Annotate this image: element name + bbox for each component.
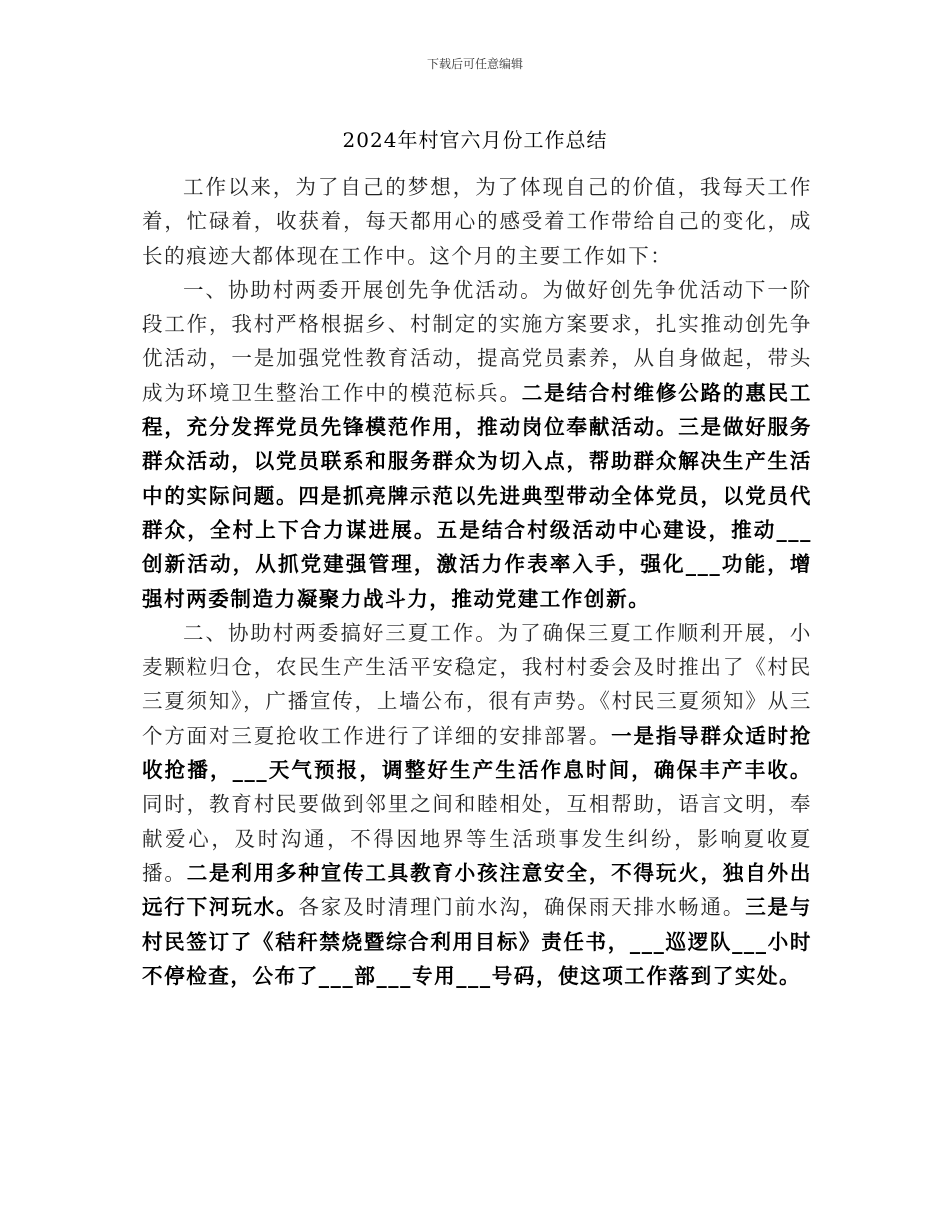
paragraph-bold-text: 三是与村民签订了《秸秆禁烧暨综合利用目标》责任书，___巡逻队___小时不停检查，公布了___部___专用___号码，使这项工作落到了实处。 [142,895,813,988]
document-title: 2024年村官六月份工作总结 [342,128,608,152]
paragraph-section-1 [142,273,812,616]
paragraph-text: 工作以来，为了自己的梦想，为了体现自己的价值，我每天工作着，忙碌着，收获着，每天都用心的感受着工作带给自己的变化，成长的痕迹大都体现在工作中。这个月的主要工作如下： [142,175,812,268]
document-body [142,170,812,993]
download-note: 下载后可任意编辑 [426,57,523,71]
paragraph-bold-text: 二是结合村维修公路的惠民工程，充分发挥党员先锋模范作用，推动岗位奉献活动。三是做好服务群众活动，以党员联系和服务群众为切入点，帮助群众解决生产生活中的实际问题。四是抓亮牌示范以先进典型带动全体党员，以党员代群众，全村上下合力谋进展。五是结合村级活动中心建设，推动___创新活动，从抓党建强管理，激活力作表率入手，强化___功能，增强村两委制造力凝聚力战斗力，推动党建工作创新。 [142,380,812,611]
paragraph-text: 同时，教育村民要做到邻里之间和睦相处，互相帮助，语言文明，奉献爱心，及时沟通，不得因地界等生活琐事发生纠纷，影响夏收夏播。 [142,792,812,885]
paragraph-bold-text: 一是指导群众适时抢收抢播，___天气预报，调整好生产生活作息时间，确保丰产丰收。 [142,723,812,783]
paragraph-text: 二、协助村两委搞好三夏工作。为了确保三夏工作顺利开展，小麦颗粒归仓，农民生产生活平安稳定，我村村委会及时推出了《村民三夏须知》，广播宣传，上墙公布，很有声势。《村民三夏须知》从三个方面对三夏抢收工作进行了详细的安排部署。 [142,620,812,748]
paragraph-bold-text: 二是利用多种宣传工具教育小孩注意安全，不得玩火，独自外出远行下河玩水。 [142,860,812,920]
paragraph-section-2 [142,616,812,993]
paragraph-text: 各家及时清理门前水沟，确保雨天排水畅通。 [298,895,746,920]
paragraph-intro [142,170,812,273]
paragraph-text: 一、协助村两委开展创先争优活动。为做好创先争优活动下一阶段工作，我村严格根据乡、村制定的实施方案要求，扎实推动创先争优活动，一是加强党性教育活动，提高党员素养，从自身做起，带头成为环境卫生整治工作中的模范标兵。 [142,277,812,405]
